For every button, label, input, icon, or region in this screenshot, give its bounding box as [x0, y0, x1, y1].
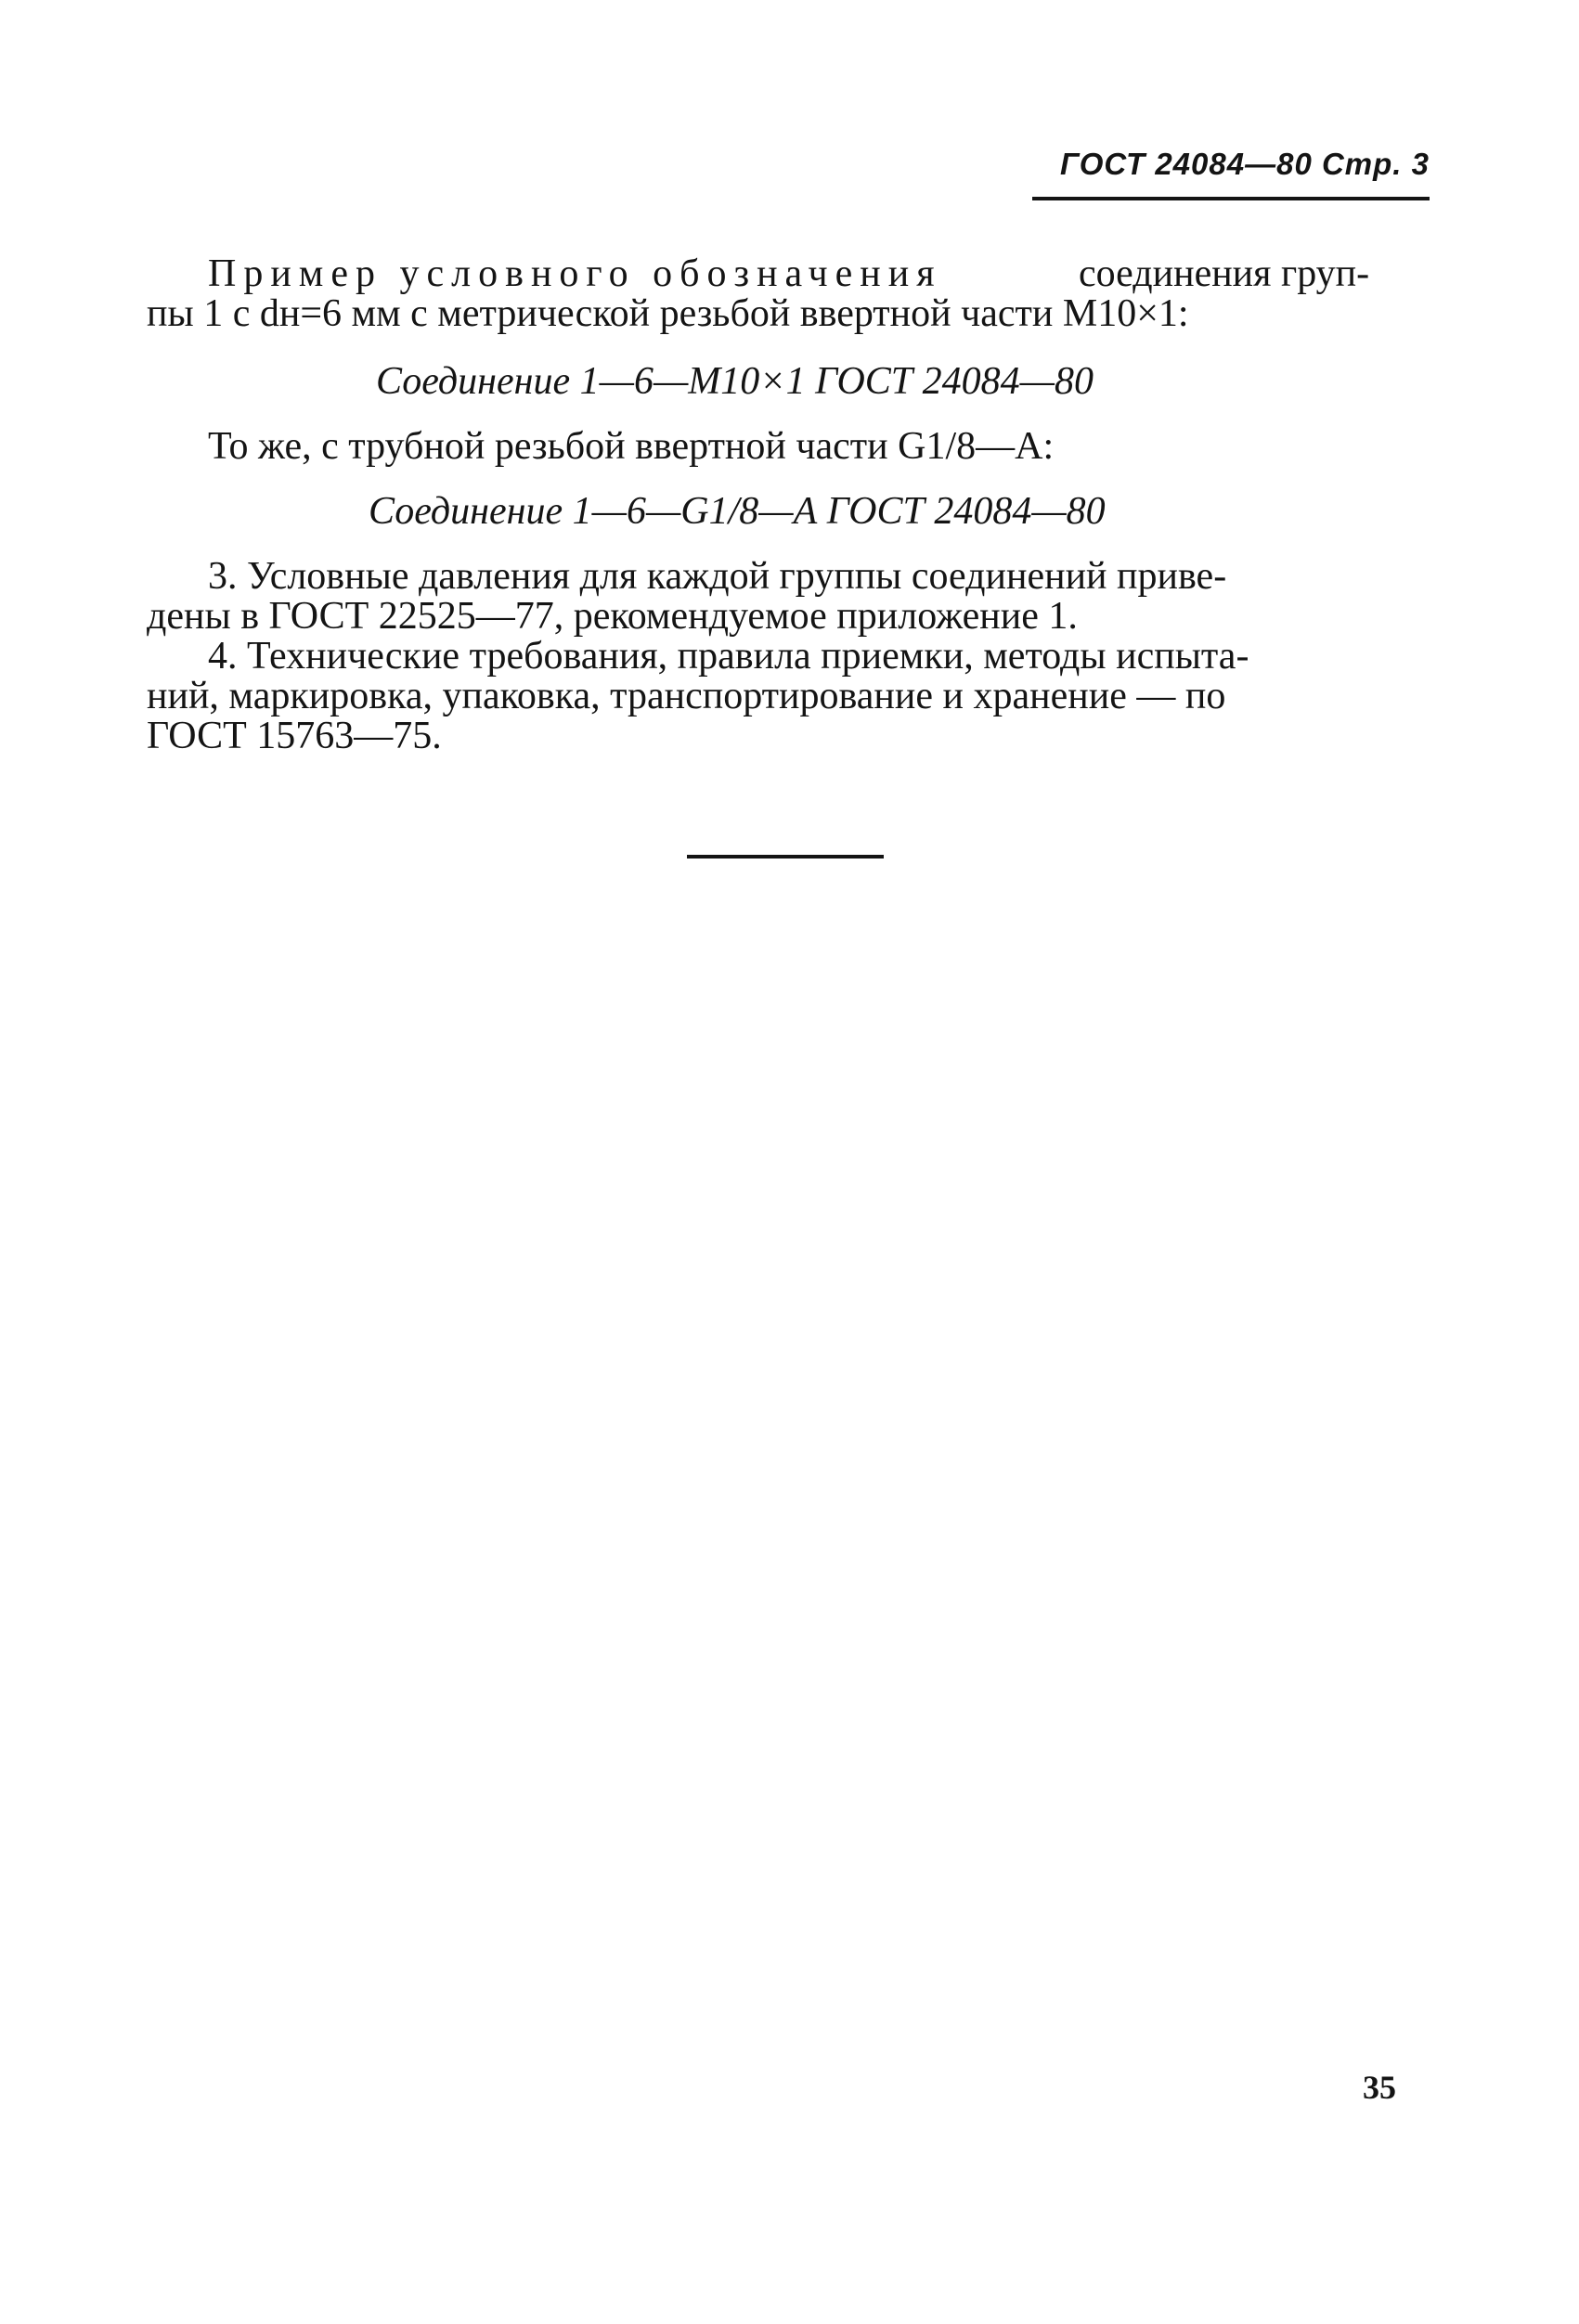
item-4-line-2: ний, маркировка, упаковка, транспортирование и хранение — по [147, 675, 1226, 717]
example-intro-rest: соединения груп- [1079, 252, 1370, 295]
section-divider [687, 855, 884, 859]
example-intro-spaced-text: Пример условного обозначения [208, 252, 942, 295]
example-line-2: пы 1 с dн=6 мм с метрической резьбой ввертной части М10×1: [147, 292, 1189, 335]
designation-metric: Соединение 1—6—М10×1 ГОСТ 24084—80 [376, 360, 1094, 403]
item-3-line-2: дены в ГОСТ 22525—77, рекомендуемое приложение 1. [147, 595, 1078, 638]
running-header: ГОСТ 24084—80 Стр. 3 [1059, 147, 1430, 181]
item-4-line-3: ГОСТ 15763—75. [147, 715, 442, 757]
example-intro-spaced [208, 254, 942, 293]
designation-pipe: Соединение 1—6—G1/8—А ГОСТ 24084—80 [369, 490, 1106, 533]
header-rule [1032, 197, 1430, 200]
page-number: 35 [1363, 2069, 1396, 2106]
item-3-line-1: 3. Условные давления для каждой группы соединений приве- [208, 555, 1227, 598]
same-pipe-thread: То же, с трубной резьбой ввертной части G1/8—А: [208, 425, 1055, 468]
item-4-line-1: 4. Технические требования, правила приемки, методы испыта- [208, 635, 1249, 678]
